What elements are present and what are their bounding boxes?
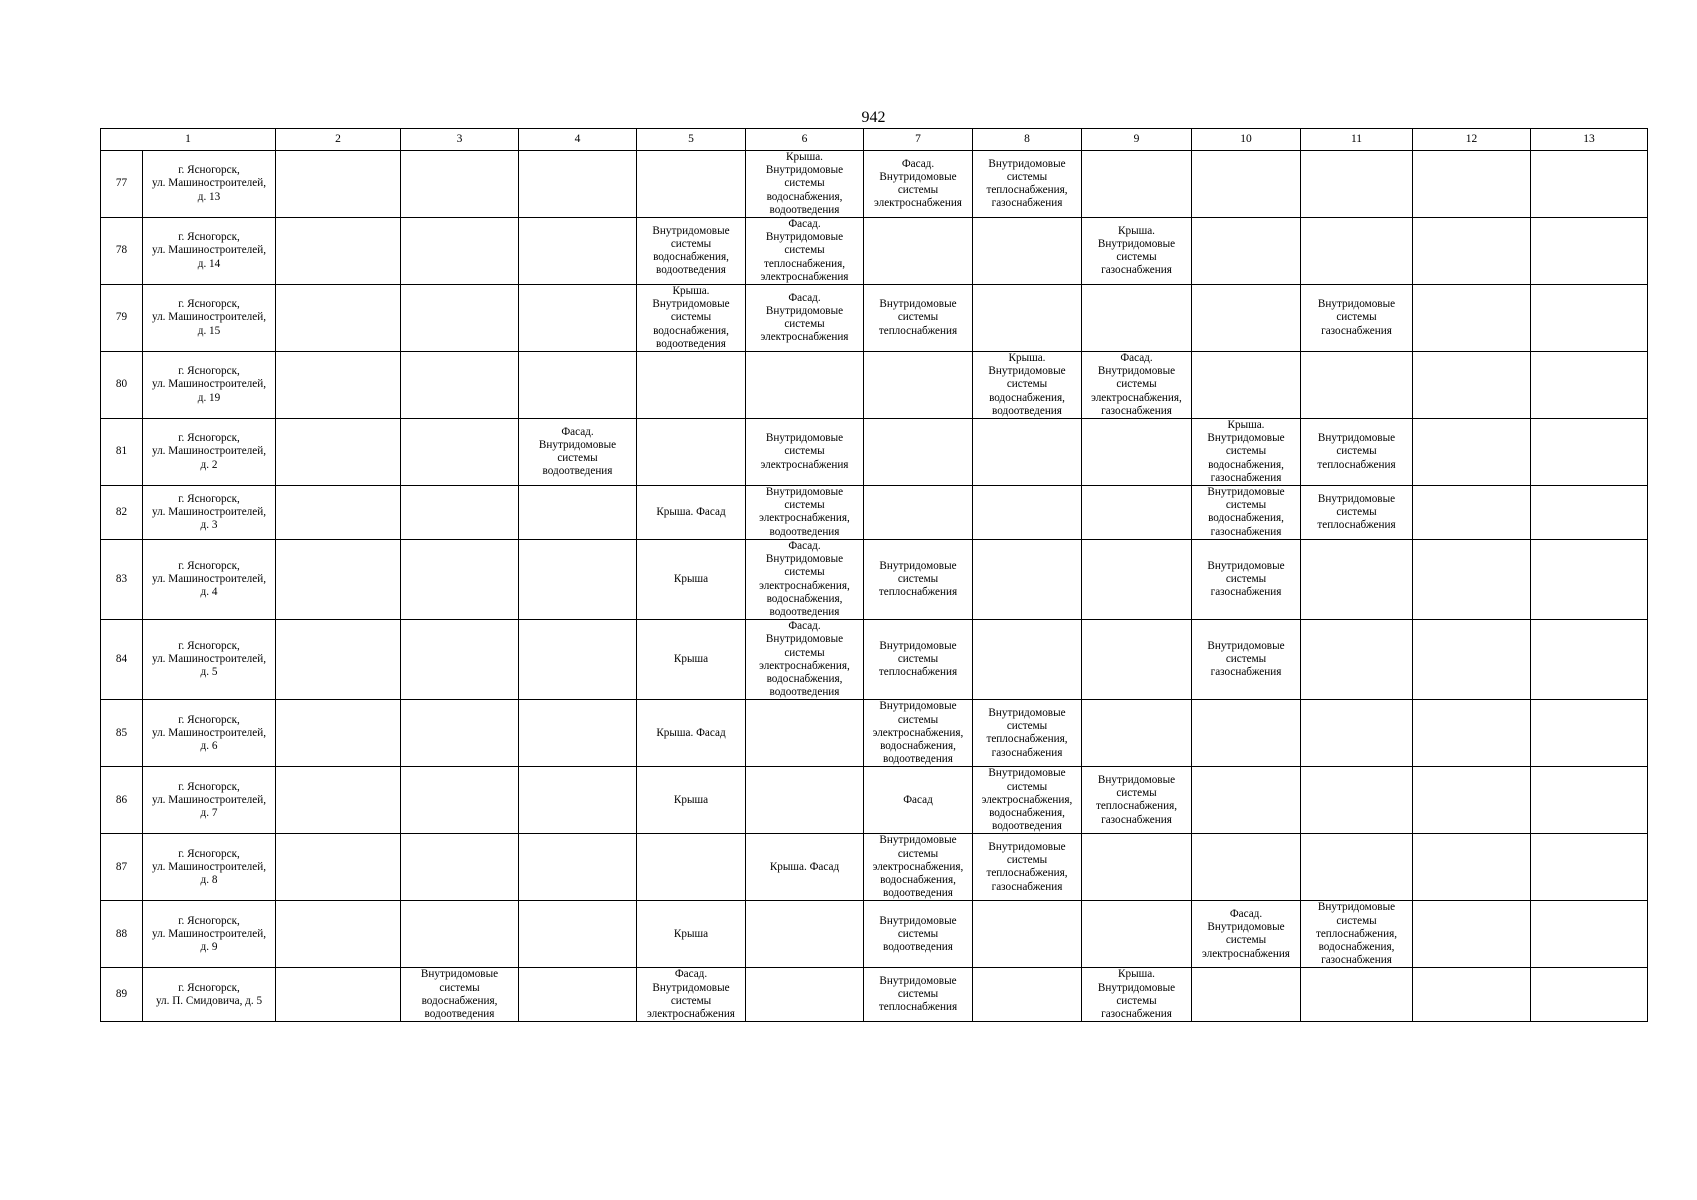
work-cell-col-5 [637, 834, 746, 901]
work-text: Внутридомовые системы водоснабжения, газоснабжения [1207, 486, 1285, 538]
work-cell-col-12 [1413, 218, 1531, 285]
row-number: 78 [101, 218, 143, 285]
work-cell-col-10 [1192, 834, 1301, 901]
work-cell-col-11 [1301, 539, 1413, 619]
work-cell-col-13 [1531, 620, 1648, 700]
work-cell-col-8 [973, 285, 1082, 352]
work-cell-col-7 [864, 285, 973, 352]
work-cell-col-6 [746, 700, 864, 767]
work-cell-col-13 [1531, 901, 1648, 968]
work-text: Внутридомовые системы теплоснабжения [878, 298, 958, 337]
address-cell [143, 151, 276, 218]
work-cell-col-2 [276, 620, 401, 700]
work-cell-col-4 [519, 620, 637, 700]
column-header-1: 1 [101, 129, 276, 151]
work-text: Крыша. Фасад [769, 860, 840, 873]
work-cell-col-4 [519, 218, 637, 285]
table-row [101, 901, 1648, 968]
work-cell-col-8 [973, 218, 1082, 285]
work-text: Внутридомовые системы электроснабжения [760, 432, 849, 471]
work-cell-col-12 [1413, 419, 1531, 486]
table-row [101, 767, 1648, 834]
work-cell-col-8 [973, 901, 1082, 968]
work-text: Внутридомовые системы водоотведения [879, 914, 957, 953]
work-cell-col-10 [1192, 419, 1301, 486]
work-cell-col-13 [1531, 419, 1648, 486]
work-text: Крыша. Внутридомовые системы водоснабжения, водоотведения [765, 151, 844, 216]
work-cell-col-8 [973, 151, 1082, 218]
table-row [101, 486, 1648, 540]
work-text: Внутридомовые системы теплоснабжения [878, 974, 958, 1014]
address-text: г. Ясногорск, ул. Машиностроителей, д. 2 [151, 432, 266, 471]
work-text: Крыша. Внутридомовые системы водоснабжения, газоснабжения [1207, 419, 1285, 484]
work-cell-col-2 [276, 285, 401, 352]
work-text: Фасад. Внутридомовые системы электроснабжения [760, 291, 849, 344]
work-cell-col-9 [1082, 767, 1192, 834]
work-cell-col-10 [1192, 620, 1301, 700]
work-cell-col-10 [1192, 151, 1301, 218]
work-cell-col-13 [1531, 352, 1648, 419]
work-cell-col-13 [1531, 834, 1648, 901]
work-cell-col-4 [519, 539, 637, 619]
work-cell-col-3 [401, 968, 519, 1022]
work-cell-col-12 [1413, 151, 1531, 218]
work-cell-col-10 [1192, 285, 1301, 352]
work-text: Внутридомовые системы теплоснабжения, газоснабжения [1095, 773, 1178, 826]
row-number: 81 [101, 419, 143, 486]
address-cell [143, 901, 276, 968]
work-text: Фасад. Внутридомовые системы электроснабжения [1202, 907, 1290, 960]
work-cell-col-4 [519, 486, 637, 540]
work-cell-col-10 [1192, 700, 1301, 767]
work-text: Внутридомовые системы газоснабжения [1207, 559, 1285, 599]
address-text: г. Ясногорск, ул. Машиностроителей, д. 6 [151, 713, 266, 752]
work-cell-col-6 [746, 620, 864, 700]
work-text: Крыша [673, 793, 709, 806]
table-row [101, 968, 1648, 1022]
work-cell-col-8 [973, 767, 1082, 834]
work-cell-col-3 [401, 151, 519, 218]
table-row [101, 285, 1648, 352]
work-cell-col-8 [973, 968, 1082, 1022]
work-cell-col-10 [1192, 968, 1301, 1022]
work-text: Крыша. Внутридомовые системы газоснабжения [1097, 968, 1176, 1020]
work-text: Внутридомовые системы теплоснабжения, газоснабжения [986, 157, 1068, 210]
work-cell-col-8 [973, 620, 1082, 700]
work-text: Внутридомовые системы водоснабжения, водоотведения [420, 968, 499, 1020]
address-cell [143, 834, 276, 901]
work-cell-col-4 [519, 834, 637, 901]
work-cell-col-7 [864, 700, 973, 767]
work-cell-col-3 [401, 901, 519, 968]
work-cell-col-11 [1301, 486, 1413, 540]
work-cell-col-12 [1413, 285, 1531, 352]
work-cell-col-6 [746, 968, 864, 1022]
work-cell-col-11 [1301, 620, 1413, 700]
work-cell-col-13 [1531, 285, 1648, 352]
work-cell-col-2 [276, 352, 401, 419]
work-cell-col-6 [746, 539, 864, 619]
work-cell-col-5 [637, 218, 746, 285]
table-row [101, 218, 1648, 285]
work-cell-col-12 [1413, 486, 1531, 540]
work-cell-col-7 [864, 419, 973, 486]
work-cell-col-12 [1413, 539, 1531, 619]
work-cell-col-2 [276, 767, 401, 834]
work-text: Фасад. Внутридомовые системы электроснабжения [647, 968, 735, 1020]
work-cell-col-4 [519, 767, 637, 834]
work-cell-col-8 [973, 352, 1082, 419]
work-cell-col-7 [864, 968, 973, 1022]
work-text: Внутридомовые системы теплоснабжения, водоснабжения, газоснабжения [1315, 901, 1398, 967]
work-cell-col-13 [1531, 218, 1648, 285]
work-cell-col-11 [1301, 767, 1413, 834]
work-cell-col-5 [637, 968, 746, 1022]
work-cell-col-11 [1301, 151, 1413, 218]
work-cell-col-8 [973, 486, 1082, 540]
work-text: Фасад [903, 793, 933, 806]
page-number: 942 [861, 109, 886, 126]
work-cell-col-7 [864, 539, 973, 619]
work-cell-col-6 [746, 285, 864, 352]
table-row [101, 700, 1648, 767]
address-text: г. Ясногорск, ул. Машиностроителей, д. 7 [151, 780, 266, 819]
column-header-13: 13 [1531, 129, 1648, 151]
work-cell-col-9 [1082, 486, 1192, 540]
work-cell-col-2 [276, 901, 401, 968]
work-cell-col-13 [1531, 700, 1648, 767]
work-text: Крыша. Фасад [656, 505, 726, 518]
work-text: Крыша. Внутридомовые системы водоснабжения, водоотведения [988, 352, 1066, 417]
work-cell-col-9 [1082, 218, 1192, 285]
column-header-2: 2 [276, 129, 401, 151]
work-text: Внутридомовые системы теплоснабжения [1317, 432, 1396, 471]
work-cell-col-5 [637, 486, 746, 540]
work-cell-col-4 [519, 151, 637, 218]
work-text: Внутридомовые системы теплоснабжения [1317, 492, 1396, 532]
work-cell-col-11 [1301, 352, 1413, 419]
table-row [101, 620, 1648, 700]
work-cell-col-2 [276, 218, 401, 285]
work-cell-col-10 [1192, 539, 1301, 619]
work-cell-col-7 [864, 767, 973, 834]
address-text: г. Ясногорск, ул. П. Смидовича, д. 5 [155, 981, 263, 1007]
address-cell [143, 218, 276, 285]
work-cell-col-10 [1192, 486, 1301, 540]
work-cell-col-9 [1082, 700, 1192, 767]
work-cell-col-3 [401, 767, 519, 834]
column-header-3: 3 [401, 129, 519, 151]
work-cell-col-7 [864, 486, 973, 540]
work-cell-col-12 [1413, 700, 1531, 767]
work-cell-col-5 [637, 767, 746, 834]
work-text: Внутридомовые системы теплоснабжения [878, 639, 958, 679]
work-cell-col-11 [1301, 419, 1413, 486]
work-cell-col-9 [1082, 419, 1192, 486]
work-cell-col-12 [1413, 620, 1531, 700]
work-cell-col-2 [276, 700, 401, 767]
work-cell-col-5 [637, 419, 746, 486]
work-text: Внутридомовые системы электроснабжения, водоснабжения, водоотведения [872, 834, 964, 900]
work-cell-col-7 [864, 151, 973, 218]
table-row [101, 352, 1648, 419]
work-cell-col-9 [1082, 352, 1192, 419]
work-text: Внутридомовые системы водоснабжения, водоотведения [652, 224, 730, 277]
work-cell-col-11 [1301, 834, 1413, 901]
work-cell-col-13 [1531, 539, 1648, 619]
work-text: Внутридомовые системы электроснабжения, водоснабжения, водоотведения [981, 767, 1073, 833]
work-cell-col-11 [1301, 700, 1413, 767]
work-cell-col-9 [1082, 285, 1192, 352]
work-cell-col-10 [1192, 352, 1301, 419]
work-cell-col-4 [519, 419, 637, 486]
work-text: Крыша [673, 653, 709, 666]
work-cell-col-3 [401, 539, 519, 619]
row-number: 87 [101, 834, 143, 901]
row-number: 79 [101, 285, 143, 352]
row-number: 83 [101, 539, 143, 619]
work-cell-col-13 [1531, 767, 1648, 834]
work-text: Фасад. Внутридомовые системы теплоснабжения, электроснабжения [760, 218, 849, 283]
row-number: 77 [101, 151, 143, 218]
work-cell-col-2 [276, 834, 401, 901]
table-body [101, 129, 1648, 1022]
row-number: 88 [101, 901, 143, 968]
work-cell-col-6 [746, 218, 864, 285]
work-cell-col-11 [1301, 901, 1413, 968]
work-cell-col-5 [637, 151, 746, 218]
work-cell-col-11 [1301, 218, 1413, 285]
work-text: Фасад. Внутридомовые системы электроснабжения, газоснабжения [1091, 352, 1182, 417]
work-cell-col-13 [1531, 968, 1648, 1022]
work-cell-col-3 [401, 486, 519, 540]
work-cell-col-2 [276, 486, 401, 540]
column-header-6: 6 [746, 129, 864, 151]
work-cell-col-4 [519, 285, 637, 352]
address-cell [143, 486, 276, 540]
work-cell-col-7 [864, 352, 973, 419]
work-cell-col-8 [973, 834, 1082, 901]
work-text: Внутридомовые системы теплоснабжения, газоснабжения [986, 706, 1068, 759]
work-cell-col-4 [519, 901, 637, 968]
work-text: Крыша. Внутридомовые системы газоснабжения [1097, 224, 1176, 277]
work-cell-col-12 [1413, 767, 1531, 834]
work-cell-col-9 [1082, 539, 1192, 619]
work-cell-col-3 [401, 419, 519, 486]
work-cell-col-10 [1192, 218, 1301, 285]
work-text: Внутридомовые системы электроснабжения, водоснабжения, водоотведения [872, 700, 964, 766]
work-cell-col-3 [401, 285, 519, 352]
work-cell-col-5 [637, 700, 746, 767]
address-text: г. Ясногорск, ул. Машиностроителей, д. 8 [151, 847, 266, 886]
work-cell-col-6 [746, 486, 864, 540]
works-schedule-table [100, 128, 1648, 1022]
work-cell-col-8 [973, 539, 1082, 619]
work-cell-col-7 [864, 218, 973, 285]
work-cell-col-4 [519, 352, 637, 419]
work-cell-col-6 [746, 834, 864, 901]
work-cell-col-5 [637, 352, 746, 419]
address-cell [143, 968, 276, 1022]
work-cell-col-13 [1531, 151, 1648, 218]
row-number: 80 [101, 352, 143, 419]
column-header-9: 9 [1082, 129, 1192, 151]
work-cell-col-7 [864, 620, 973, 700]
column-header-12: 12 [1413, 129, 1531, 151]
work-cell-col-8 [973, 419, 1082, 486]
work-cell-col-7 [864, 901, 973, 968]
address-cell [143, 620, 276, 700]
work-cell-col-12 [1413, 352, 1531, 419]
work-cell-col-4 [519, 700, 637, 767]
work-text: Внутридомовые системы теплоснабжения [878, 559, 958, 599]
row-number: 89 [101, 968, 143, 1022]
work-text: Фасад. Внутридомовые системы электроснабжения, водоснабжения, водоотведения [759, 620, 850, 699]
work-cell-col-9 [1082, 968, 1192, 1022]
work-cell-col-13 [1531, 486, 1648, 540]
column-header-5: 5 [637, 129, 746, 151]
table-row [101, 539, 1648, 619]
work-text: Внутридомовые системы газоснабжения [1207, 639, 1285, 679]
work-cell-col-5 [637, 285, 746, 352]
work-cell-col-9 [1082, 901, 1192, 968]
work-cell-col-5 [637, 901, 746, 968]
row-number: 84 [101, 620, 143, 700]
work-cell-col-3 [401, 700, 519, 767]
address-cell [143, 767, 276, 834]
address-text: г. Ясногорск, ул. Машиностроителей, д. 5 [151, 639, 266, 679]
work-cell-col-2 [276, 968, 401, 1022]
work-cell-col-5 [637, 539, 746, 619]
work-text: Внутридомовые системы теплоснабжения, газоснабжения [986, 840, 1068, 893]
work-cell-col-5 [637, 620, 746, 700]
work-cell-col-12 [1413, 901, 1531, 968]
work-text: Крыша [673, 927, 709, 940]
address-cell [143, 539, 276, 619]
work-text: Фасад. Внутридомовые системы электроснабжения, водоснабжения, водоотведения [759, 539, 850, 618]
column-header-10: 10 [1192, 129, 1301, 151]
column-header-4: 4 [519, 129, 637, 151]
work-text: Внутридомовые системы электроснабжения, водоотведения [759, 486, 850, 538]
work-cell-col-6 [746, 419, 864, 486]
work-cell-col-9 [1082, 620, 1192, 700]
address-cell [143, 700, 276, 767]
work-cell-col-3 [401, 352, 519, 419]
work-cell-col-9 [1082, 151, 1192, 218]
work-cell-col-2 [276, 539, 401, 619]
row-number: 85 [101, 700, 143, 767]
work-cell-col-11 [1301, 285, 1413, 352]
row-number: 86 [101, 767, 143, 834]
address-text: г. Ясногорск, ул. Машиностроителей, д. 15 [151, 298, 266, 337]
work-text: Фасад. Внутридомовые системы водоотведения [538, 425, 617, 478]
work-cell-col-6 [746, 151, 864, 218]
work-cell-col-12 [1413, 968, 1531, 1022]
address-cell [143, 352, 276, 419]
address-text: г. Ясногорск, ул. Машиностроителей, д. 9 [151, 914, 266, 953]
address-text: г. Ясногорск, ул. Машиностроителей, д. 19 [151, 365, 266, 404]
work-cell-col-4 [519, 968, 637, 1022]
address-text: г. Ясногорск, ул. Машиностроителей, д. 14 [151, 231, 266, 270]
work-cell-col-10 [1192, 901, 1301, 968]
work-text: Крыша. Фасад [656, 726, 726, 739]
address-cell [143, 419, 276, 486]
work-cell-col-6 [746, 352, 864, 419]
address-text: г. Ясногорск, ул. Машиностроителей, д. 3 [151, 492, 266, 532]
column-header-8: 8 [973, 129, 1082, 151]
table-row [101, 834, 1648, 901]
work-cell-col-9 [1082, 834, 1192, 901]
work-cell-col-3 [401, 620, 519, 700]
work-cell-col-8 [973, 700, 1082, 767]
work-cell-col-2 [276, 419, 401, 486]
work-cell-col-6 [746, 901, 864, 968]
row-number: 82 [101, 486, 143, 540]
work-cell-col-12 [1413, 834, 1531, 901]
column-header-11: 11 [1301, 129, 1413, 151]
address-text: г. Ясногорск, ул. Машиностроителей, д. 13 [151, 164, 266, 203]
work-text: Крыша. Внутридомовые системы водоснабжения, водоотведения [652, 285, 730, 350]
work-cell-col-3 [401, 834, 519, 901]
address-text: г. Ясногорск, ул. Машиностроителей, д. 4 [151, 559, 266, 599]
work-text: Крыша [673, 572, 709, 585]
address-cell [143, 285, 276, 352]
work-cell-col-3 [401, 218, 519, 285]
work-text: Фасад. Внутридомовые системы электроснабжения [874, 157, 962, 210]
work-cell-col-6 [746, 767, 864, 834]
table-row [101, 151, 1648, 218]
work-cell-col-10 [1192, 767, 1301, 834]
work-text: Внутридомовые системы газоснабжения [1317, 298, 1396, 337]
work-cell-col-7 [864, 834, 973, 901]
work-cell-col-2 [276, 151, 401, 218]
header-row [101, 129, 1648, 151]
table-row [101, 419, 1648, 486]
work-cell-col-11 [1301, 968, 1413, 1022]
column-header-7: 7 [864, 129, 973, 151]
